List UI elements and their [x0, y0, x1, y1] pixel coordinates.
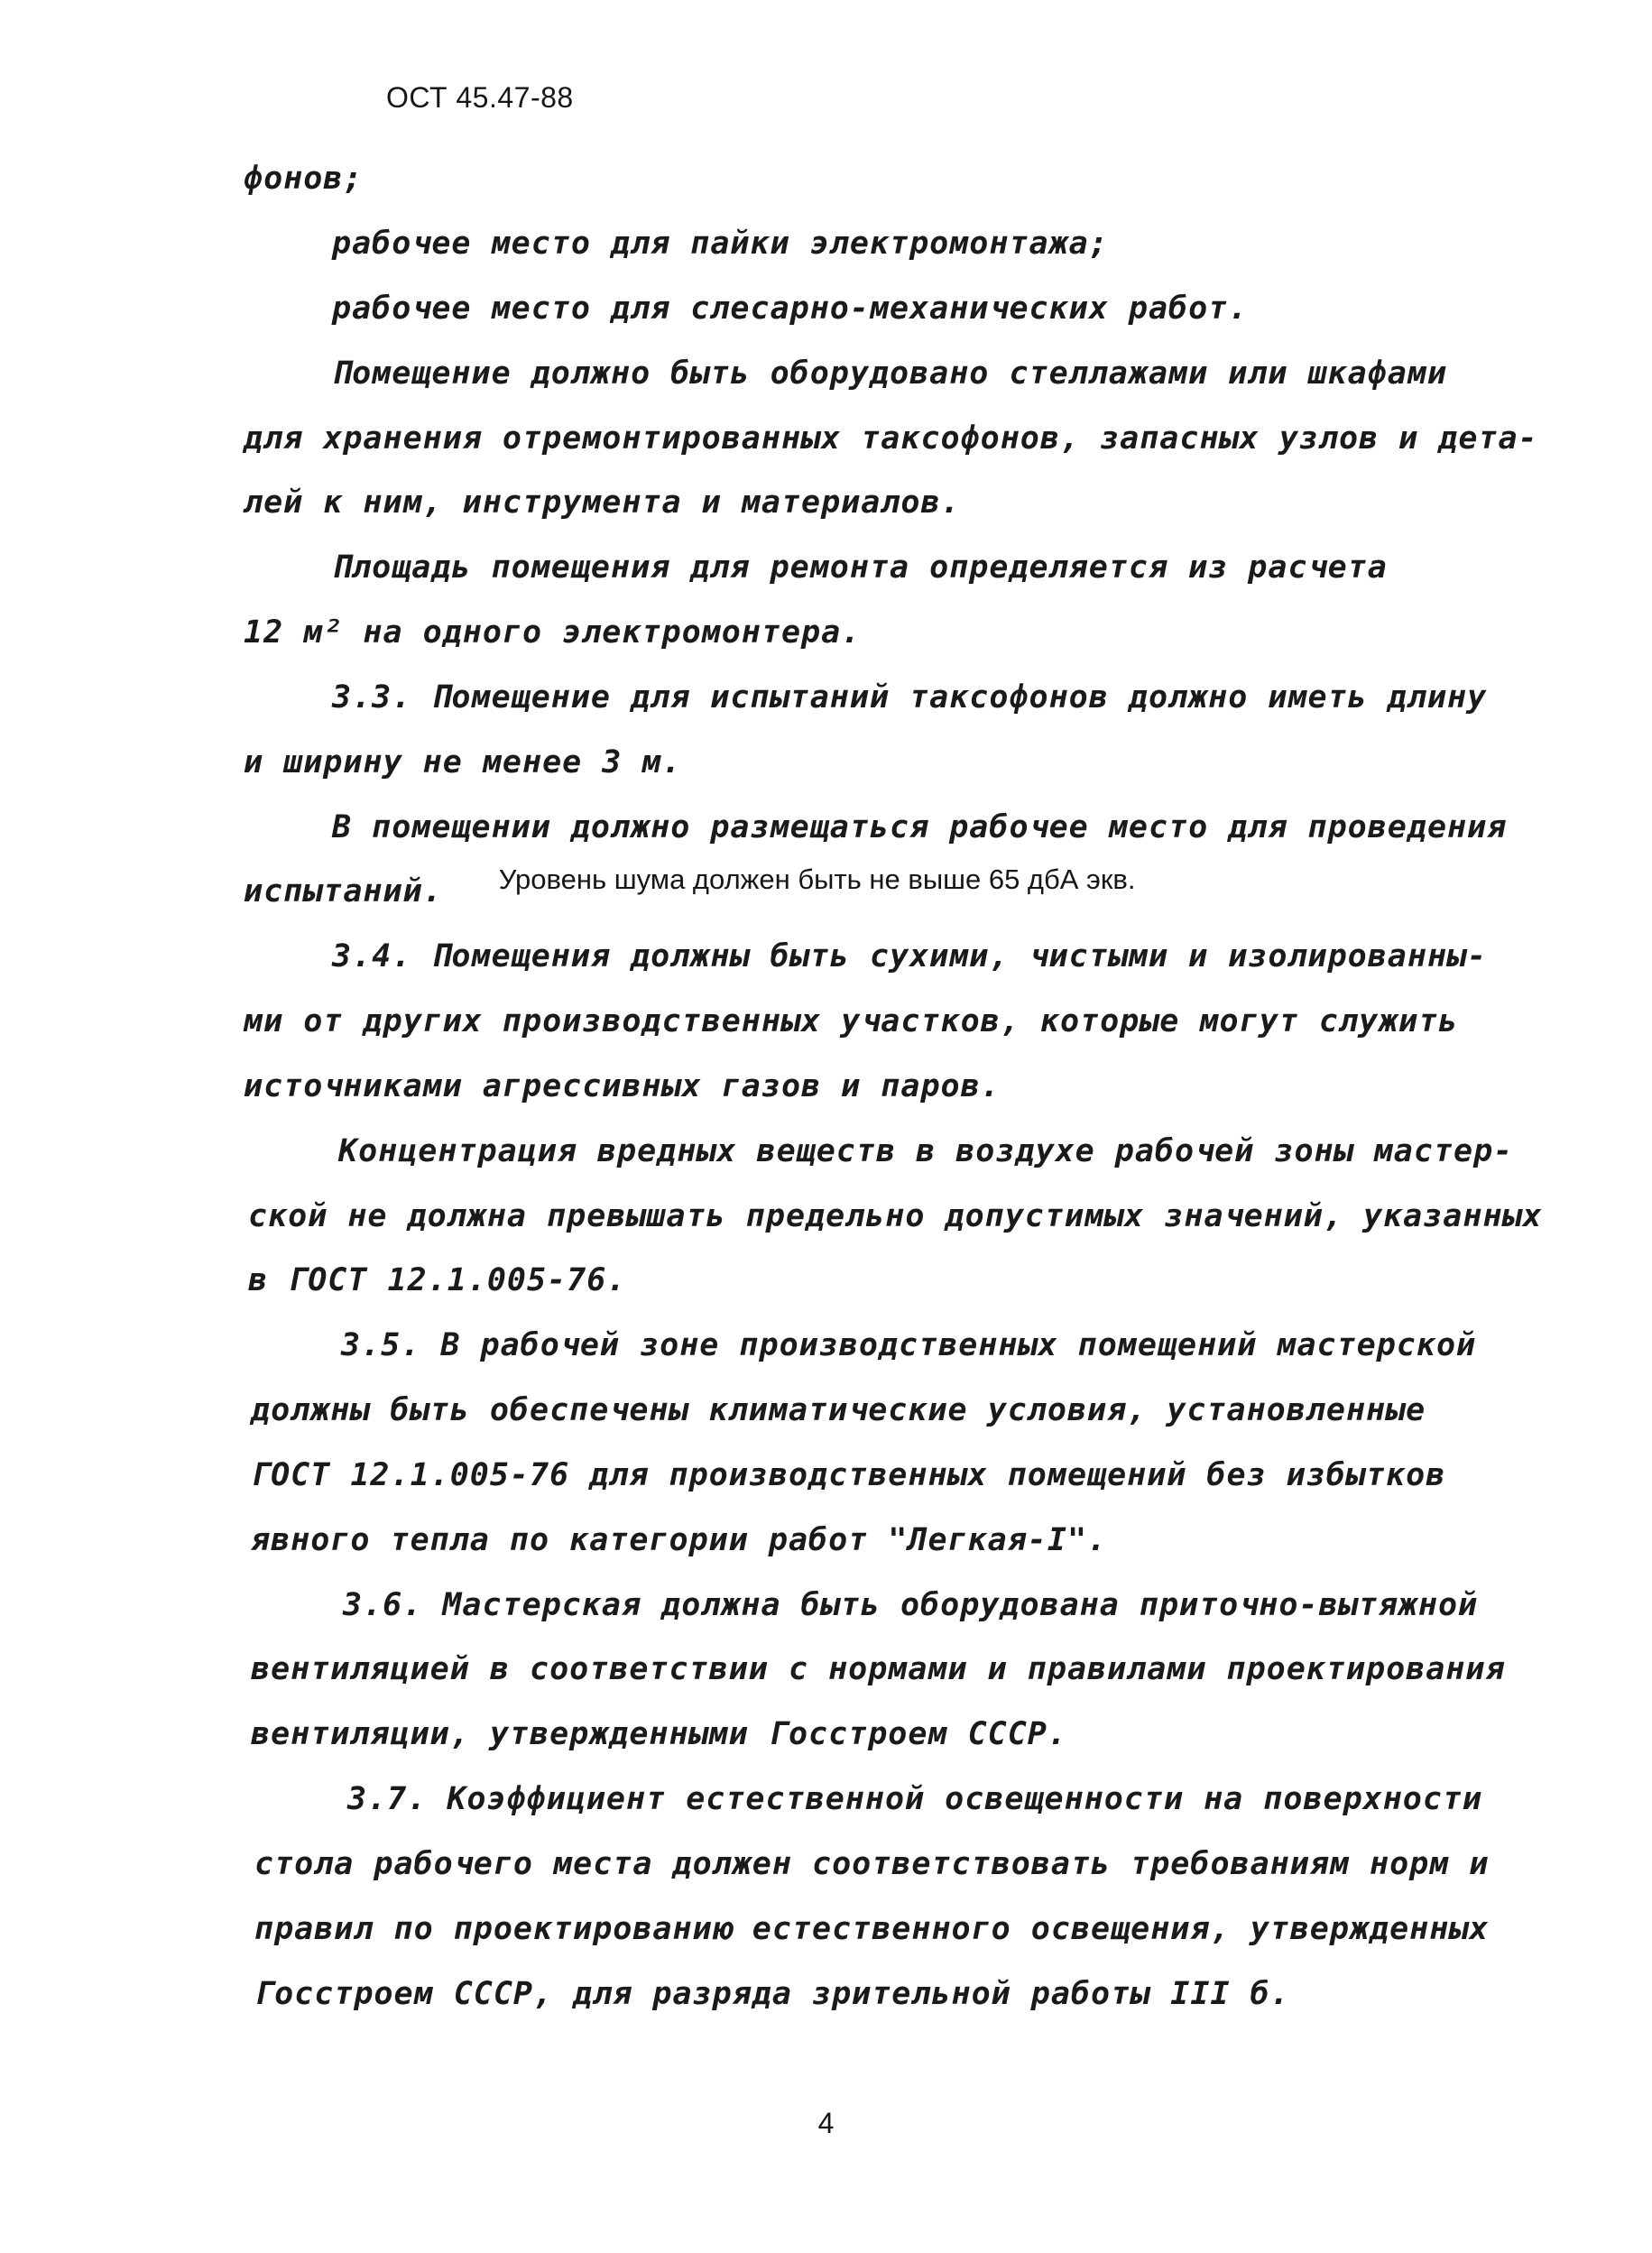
- text-line: стола рабочего места должен соответствовать требованиям норм и: [254, 1846, 1490, 1882]
- text-line: рабочее место для слесарно-механических работ.: [332, 291, 1249, 327]
- text-line: ской не должна превышать предельно допустимых значений, указанных: [248, 1198, 1543, 1234]
- text-line: источниками агрессивных газов и паров.: [244, 1068, 1001, 1104]
- text-line: для хранения отремонтированных таксофонов, запасных узлов и дета-: [244, 420, 1538, 457]
- text-line: 3.3. Помещение для испытаний таксофонов должно иметь длину: [332, 679, 1488, 716]
- text-line: Помещение должно быть оборудовано стеллажами или шкафами: [332, 355, 1448, 392]
- text-line: в ГОСТ 12.1.005-76.: [248, 1262, 627, 1298]
- text-line: вентиляции, утвержденными Госстроем СССР.: [251, 1716, 1067, 1752]
- text-line: правил по проектированию естественного освещения, утвержденных: [254, 1911, 1490, 1947]
- text-line: фонов;: [244, 161, 364, 197]
- text-line: 3.5. В рабочей зоне производственных помещений мастерской: [341, 1327, 1477, 1363]
- text-line: ми от других производственных участков, которые могут служить: [244, 1003, 1459, 1039]
- text-line: [244, 863, 1136, 910]
- text-line: рабочее место для пайки электромонтажа;: [332, 226, 1109, 262]
- text-line: 3.4. Помещения должны быть сухими, чистыми и изолированны-: [332, 938, 1488, 974]
- text-line: 3.6. Мастерская должна быть оборудована приточно-вытяжной: [343, 1587, 1479, 1623]
- text-line: Госстроем СССР, для разряда зрительной работы III б.: [254, 1976, 1290, 2012]
- text-line: лей к ним, инструмента и материалов.: [244, 485, 961, 521]
- text-line: и ширину не менее 3 м.: [244, 744, 682, 780]
- text-line: В помещении должно размещаться рабочее место для проведения: [332, 809, 1508, 845]
- text-line: должны быть обеспечены климатические условия, установленные: [251, 1392, 1426, 1428]
- text-line: 12 м² на одного электромонтера.: [244, 614, 862, 651]
- text-line: Концентрация вредных веществ в воздухе рабочей зоны мастер-: [338, 1133, 1514, 1169]
- text-line: вентиляцией в соответствии с нормами и правилами проектирования: [251, 1651, 1506, 1687]
- text-line-main: испытаний.: [244, 873, 443, 910]
- text-line: ГОСТ 12.1.005-76 для производственных помещений без избытков: [251, 1457, 1446, 1493]
- text-line: 3.7. Коэффициент естественной освещенности на поверхности: [347, 1781, 1483, 1817]
- page-number: 4: [817, 2107, 835, 2139]
- text-line: явного тепла по категории работ "Легкая-I".: [251, 1522, 1108, 1558]
- noise-level-insert: Уровень шума должен быть не выше 65 дбА экв.: [498, 863, 1136, 895]
- document-code: ОСТ 45.47-88: [386, 81, 574, 114]
- text-line: Площадь помещения для ремонта определяется из расчета: [332, 549, 1388, 586]
